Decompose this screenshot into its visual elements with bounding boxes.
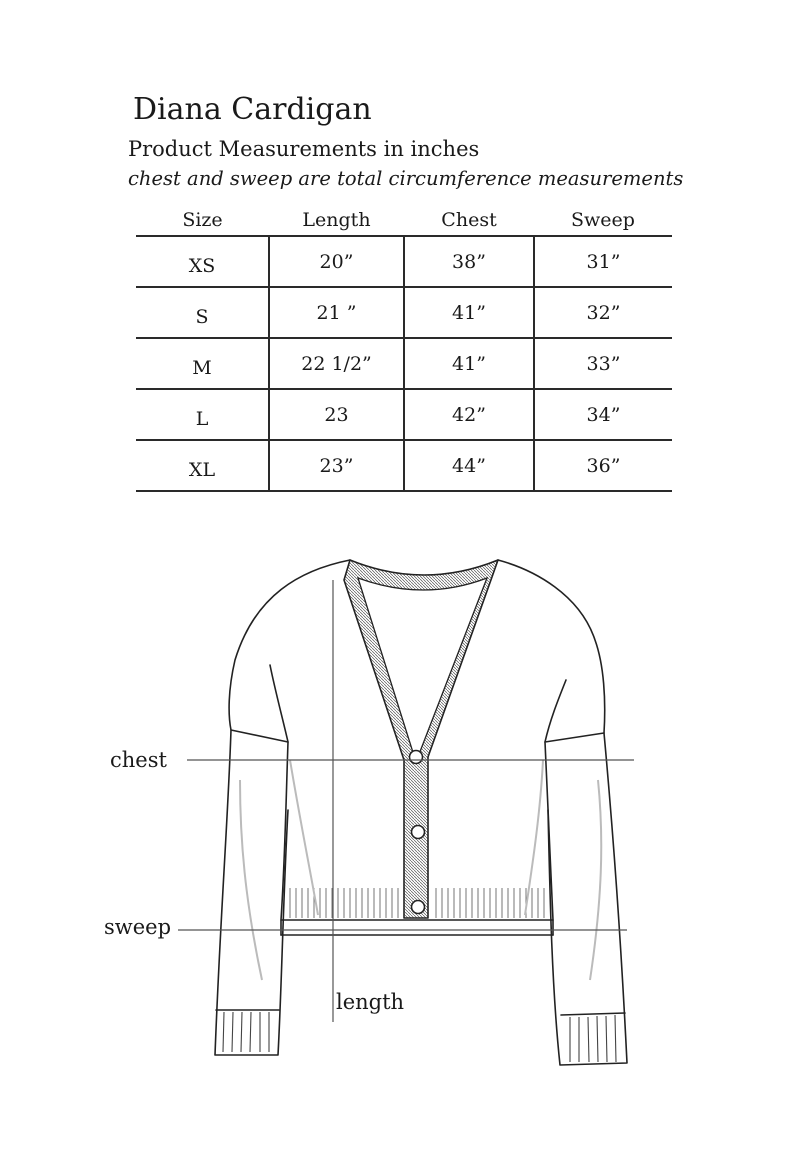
button-top bbox=[410, 751, 423, 764]
length-label: length bbox=[336, 990, 405, 1014]
header-sweep: Sweep bbox=[571, 209, 635, 231]
header-size: Size bbox=[182, 209, 223, 231]
table-row bbox=[136, 236, 672, 287]
table-row bbox=[136, 389, 672, 440]
size-chart-table bbox=[136, 200, 672, 492]
header-length: Length bbox=[302, 209, 371, 231]
size-cell: M bbox=[136, 338, 269, 389]
length-cell: 22 1/2” bbox=[269, 338, 404, 389]
sweep-cell: 32” bbox=[534, 287, 672, 338]
size-cell: S bbox=[136, 287, 269, 338]
size-cell: L bbox=[136, 389, 269, 440]
chest-cell: 42” bbox=[404, 389, 534, 440]
size-cell: XL bbox=[136, 440, 269, 491]
table-row bbox=[136, 338, 672, 389]
chest-cell: 44” bbox=[404, 440, 534, 491]
length-cell: 23 bbox=[269, 389, 404, 440]
table-row bbox=[136, 440, 672, 491]
page-subtitle: Product Measurements in inches bbox=[128, 137, 480, 161]
measurement-note: chest and sweep are total circumference measurements bbox=[128, 167, 684, 190]
table-row bbox=[136, 287, 672, 338]
sweep-cell: 36” bbox=[534, 440, 672, 491]
chest-cell: 38” bbox=[404, 236, 534, 287]
chest-cell: 41” bbox=[404, 287, 534, 338]
button-middle bbox=[412, 826, 425, 839]
size-cell: XS bbox=[136, 236, 269, 287]
table-header-row bbox=[136, 200, 672, 236]
left-sleeve bbox=[215, 730, 288, 1055]
chest-label: chest bbox=[110, 748, 167, 772]
sweep-cell: 33” bbox=[534, 338, 672, 389]
length-cell: 23” bbox=[269, 440, 404, 491]
sweep-cell: 31” bbox=[534, 236, 672, 287]
header-chest: Chest bbox=[441, 209, 497, 231]
chest-cell: 41” bbox=[404, 338, 534, 389]
sweep-label: sweep bbox=[104, 915, 172, 939]
sweep-cell: 34” bbox=[534, 389, 672, 440]
page-title: Diana Cardigan bbox=[133, 92, 372, 127]
length-cell: 21 ” bbox=[269, 287, 404, 338]
button-bottom bbox=[412, 901, 425, 914]
length-cell: 20” bbox=[269, 236, 404, 287]
